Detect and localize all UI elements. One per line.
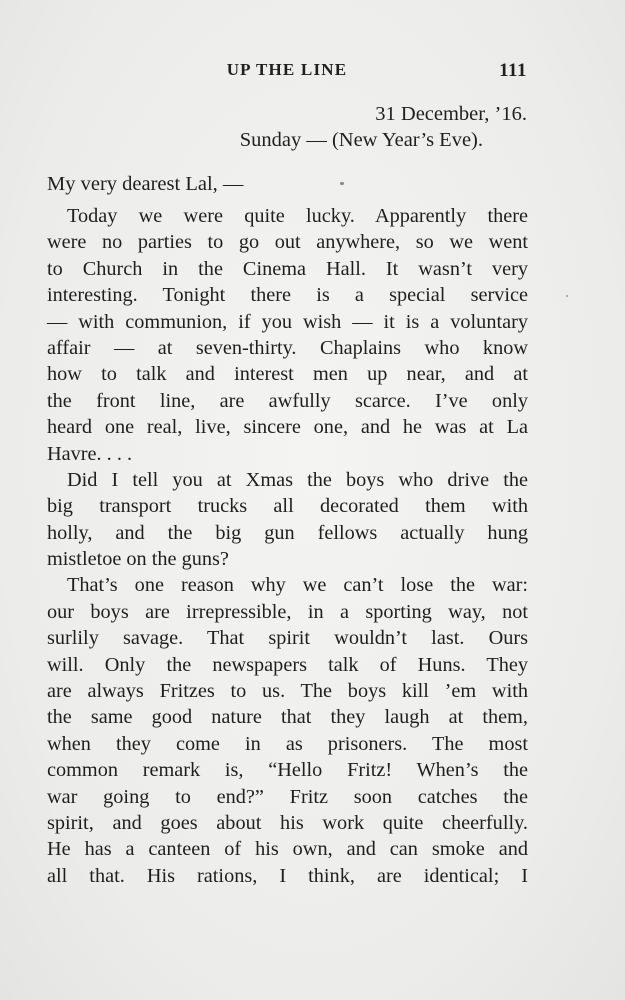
- text-line: Did I tell you at Xmas the boys who drive the: [67, 468, 528, 491]
- paper-speck: [566, 295, 568, 297]
- text-line: He has a canteen of his own, and can smoke and: [47, 838, 528, 861]
- text-line: will. Only the newspapers talk of Huns. They: [47, 653, 528, 676]
- text-line: are always Fritzes to us. The boys kill ’em with: [47, 680, 528, 703]
- letter-body: [47, 203, 528, 889]
- text-line: mistletoe on the guns?: [47, 548, 229, 571]
- text-line: the front line, are awfully scarce. I’ve only: [47, 389, 528, 412]
- paper-speck: [340, 182, 344, 185]
- text-line: surlily savage. That spirit wouldn’t last. Ours: [47, 627, 528, 650]
- letter-date: 31 December, ’16.: [375, 103, 527, 125]
- page-number: 111: [499, 60, 527, 81]
- text-line: big transport trucks all decorated them with: [47, 495, 528, 518]
- text-line: interesting. Tonight there is a special service: [47, 284, 528, 307]
- text-line: our boys are irrepressible, in a sporting way, not: [47, 600, 528, 623]
- running-head: [47, 60, 527, 84]
- running-title: UP THE LINE: [226, 60, 348, 79]
- text-line: the same good nature that they laugh at them,: [47, 706, 528, 729]
- text-line: affair — at seven-thirty. Chaplains who know: [47, 336, 528, 359]
- text-line: when they come in as prisoners. The most: [47, 732, 528, 755]
- text-line: common remark is, “Hello Fritz! When’s the: [47, 759, 528, 782]
- text-line: — with communion, if you wish — it is a voluntary: [47, 310, 528, 333]
- text-line: Havre. . . .: [47, 442, 133, 465]
- text-line: Today we were quite lucky. Apparently there: [67, 205, 528, 227]
- text-line: war going to end?” Fritz soon catches the: [47, 785, 528, 808]
- text-line: heard one real, live, sincere one, and he was at La: [47, 416, 528, 439]
- text-line: to Church in the Cinema Hall. It wasn’t very: [47, 257, 528, 280]
- text-line: how to talk and interest men up near, and at: [47, 363, 528, 386]
- text-line: spirit, and goes about his work quite cheerfully.: [47, 811, 528, 834]
- text-line: all that. His rations, I think, are identical; I: [47, 864, 528, 887]
- letter-day: Sunday — (New Year’s Eve).: [239, 129, 483, 151]
- text-line: were no parties to go out anywhere, so we went: [47, 231, 528, 254]
- letter-salutation: My very dearest Lal, —: [47, 173, 244, 195]
- text-line: That’s one reason why we can’t lose the war:: [67, 574, 528, 597]
- text-line: holly, and the big gun fellows actually hung: [47, 521, 528, 544]
